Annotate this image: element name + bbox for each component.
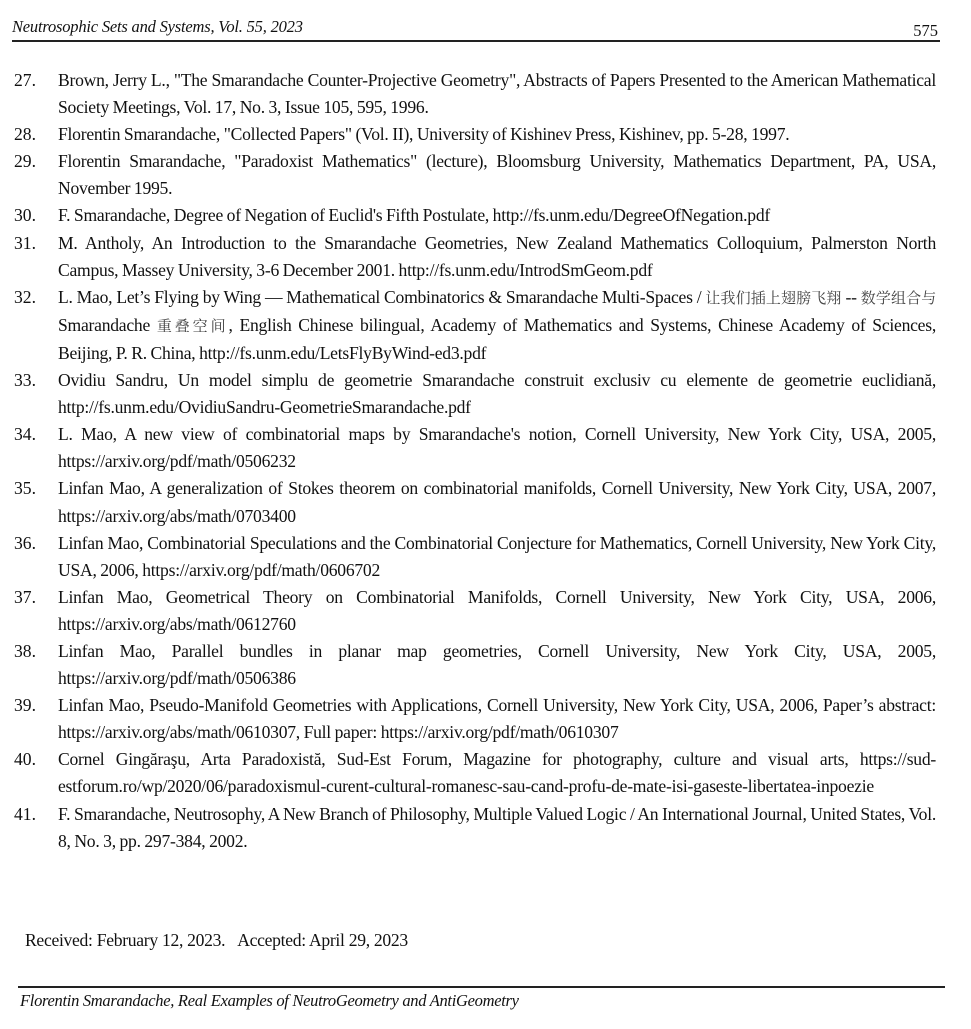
accepted-date: Accepted: April 29, 2023: [237, 930, 408, 950]
reference-number: 41.: [14, 803, 36, 824]
received-date: Received: February 12, 2023.: [25, 930, 226, 950]
reference-item: [14, 284, 936, 367]
reference-number: 40.: [14, 749, 36, 770]
page-number: 575: [913, 21, 938, 40]
reference-text-chinese: 让我们插上翅膀飞翔: [705, 288, 842, 307]
reference-number: 30.: [14, 205, 36, 226]
reference-number: 36.: [14, 532, 36, 553]
reference-text: Linfan Mao, A generalization of Stokes theorem on combinatorial manifolds, Cornell University, New York City, USA, 2007, https://arxiv.org/abs/math/0703400: [58, 478, 936, 526]
reference-text: Florentin Smarandache, "Collected Papers" (Vol. II), University of Kishinev Press, Kishinev, pp. 5-28, 1997.: [58, 124, 790, 145]
reference-text-part: , English Chinese bilingual, Academy of Mathematics and Systems, Chinese Academy of Sciences, Beijing, P. R. China, http://fs.unm.edu/LetsFlyByWind-ed3.pdf: [58, 314, 936, 363]
journal-title: Neutrosophic Sets and Systems, Vol. 55, 2023: [12, 17, 303, 36]
reference-item: [14, 367, 936, 421]
reference-number: 37.: [14, 586, 36, 607]
reference-number: 31.: [14, 232, 36, 253]
reference-item: [14, 530, 936, 584]
reference-number: 34.: [14, 424, 36, 445]
reference-text: F. Smarandache, Degree of Negation of Euclid's Fifth Postulate, http://fs.unm.edu/DegreeOfNegation.pdf: [58, 205, 770, 226]
reference-text: Linfan Mao, Combinatorial Speculations and the Combinatorial Conjecture for Mathematics, Cornell University, New York City, USA, 2006, https://arxiv.org/pdf/math/0606702: [58, 532, 936, 580]
reference-text: Ovidiu Sandru, Un model simplu de geometrie Smarandache construit exclusiv cu elemente de geometrie euclidiană, http://fs.unm.edu/OvidiuSandru-GeometrieSmarandache.pdf: [58, 370, 936, 418]
reference-text-part: --: [841, 286, 861, 307]
reference-number: 39.: [14, 695, 36, 716]
reference-item: [14, 230, 936, 284]
reference-number: 29.: [14, 151, 36, 172]
reference-number: 38.: [14, 640, 36, 661]
reference-text-part: L. Mao, Let’s Flying by Wing — Mathematical Combinatorics & Smarandache Multi-Spaces /: [58, 286, 706, 307]
reference-item: [14, 692, 936, 746]
reference-text: M. Antholy, An Introduction to the Smarandache Geometries, New Zealand Mathematics Colloquium, Palmerston North Campus, Massey University, 3-6 December 2001. http://fs.unm.edu/IntrodSmGeom.pdf: [58, 232, 936, 280]
reference-item: [14, 202, 936, 229]
reference-text: [58, 284, 936, 367]
reference-text: Linfan Mao, Geometrical Theory on Combinatorial Manifolds, Cornell University, New York City, USA, 2006, https://arxiv.org/abs/math/0612760: [58, 586, 936, 634]
reference-list: [14, 67, 936, 855]
reference-number: 27.: [14, 70, 36, 90]
reference-item: [14, 475, 936, 529]
reference-item: [14, 584, 936, 638]
reference-item: [14, 638, 936, 692]
reference-text: L. Mao, A new view of combinatorial maps by Smarandache's notion, Cornell University, New York City, USA, 2005, https://arxiv.org/pdf/math/0506232: [58, 424, 936, 472]
reference-text: Linfan Mao, Parallel bundles in planar map geometries, Cornell University, New York City, USA, 2005, https://arxiv.org/pdf/math/0506386: [58, 640, 936, 689]
reference-item: [14, 67, 936, 121]
reference-number: 28.: [14, 124, 36, 145]
reference-text: Brown, Jerry L., "The Smarandache Counter-Projective Geometry", Abstracts of Papers Presented to the American Mathematical Society Meetings, Vol. 17, No. 3, Issue 105, 595, 1996.: [58, 70, 936, 118]
reference-text: Linfan Mao, Pseudo-Manifold Geometries with Applications, Cornell University, New York City, USA, 2006, Paper’s abstract: https://arxiv.org/abs/math/0610307, Full paper: https://arxiv.org/pdf/math/0610307: [58, 695, 936, 743]
reference-item: [14, 121, 936, 148]
footer-citation: Florentin Smarandache, Real Examples of NeutroGeometry and AntiGeometry: [20, 991, 519, 1010]
reference-number: 32.: [14, 286, 36, 307]
reference-text-part: Smarandache: [58, 314, 157, 335]
reference-text-chinese: 数学组合与: [860, 288, 936, 307]
reference-text: Cornel Gingăraşu, Arta Paradoxistă, Sud-Est Forum, Magazine for photography, culture and visual arts, https://sud-estforum.ro/wp/2020/06/paradoxismul-curent-cultural-romanesc-sau-cand-profu-de-mate-isi-gaseste-libertatea-inpoezie: [58, 749, 936, 797]
reference-item: [14, 421, 936, 475]
submission-dates: [25, 930, 408, 951]
reference-number: 35.: [14, 478, 36, 499]
reference-item: [14, 801, 936, 855]
reference-item: [14, 148, 936, 202]
running-header: [12, 16, 940, 42]
reference-text: Florentin Smarandache, "Paradoxist Mathematics" (lecture), Bloomsburg University, Mathematics Department, PA, USA, November 1995.: [58, 151, 936, 199]
reference-text: F. Smarandache, Neutrosophy, A New Branch of Philosophy, Multiple Valued Logic / An International Journal, United States, Vol. 8, No. 3, pp. 297-384, 2002.: [58, 803, 936, 851]
reference-number: 33.: [14, 370, 36, 391]
running-footer: [18, 986, 945, 1010]
reference-text-chinese: 重叠空间: [156, 316, 229, 335]
reference-item: [14, 746, 936, 800]
